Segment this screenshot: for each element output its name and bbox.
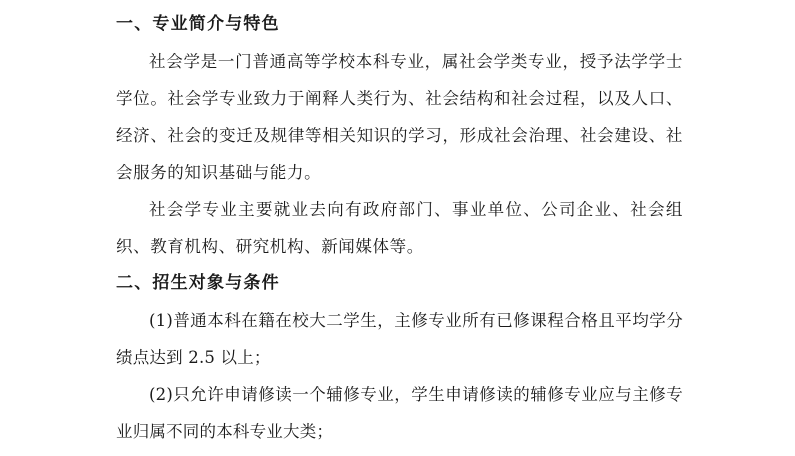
- paragraph-major-intro: 社会学是一门普通高等学校本科专业，属社会学类专业，授予法学学士学位。社会学专业致力于阐释人类行为、社会结构和社会过程，以及人口、经济、社会的变迁及规律等相关知识的学习，形成社会治理、社会建设、社会服务的知识基础与能力。: [116, 52, 683, 182]
- section-heading-1: 一、专业简介与特色: [116, 14, 280, 34]
- document-body: [116, 6, 683, 450]
- paragraph-condition-1: (1)普通本科在籍在校大二学生，主修专业所有已修课程合格且平均学分绩点达到 2.5 以上；: [116, 311, 683, 367]
- paragraph-condition-2: (2)只允许申请修读一个辅修专业，学生申请修读的辅修专业应与主修专业归属不同的本科专业大类；: [116, 385, 683, 441]
- section-heading-2: 二、招生对象与条件: [116, 273, 280, 293]
- paragraph-employment: 社会学专业主要就业去向有政府部门、事业单位、公司企业、社会组织、教育机构、研究机构、新闻媒体等。: [116, 200, 683, 256]
